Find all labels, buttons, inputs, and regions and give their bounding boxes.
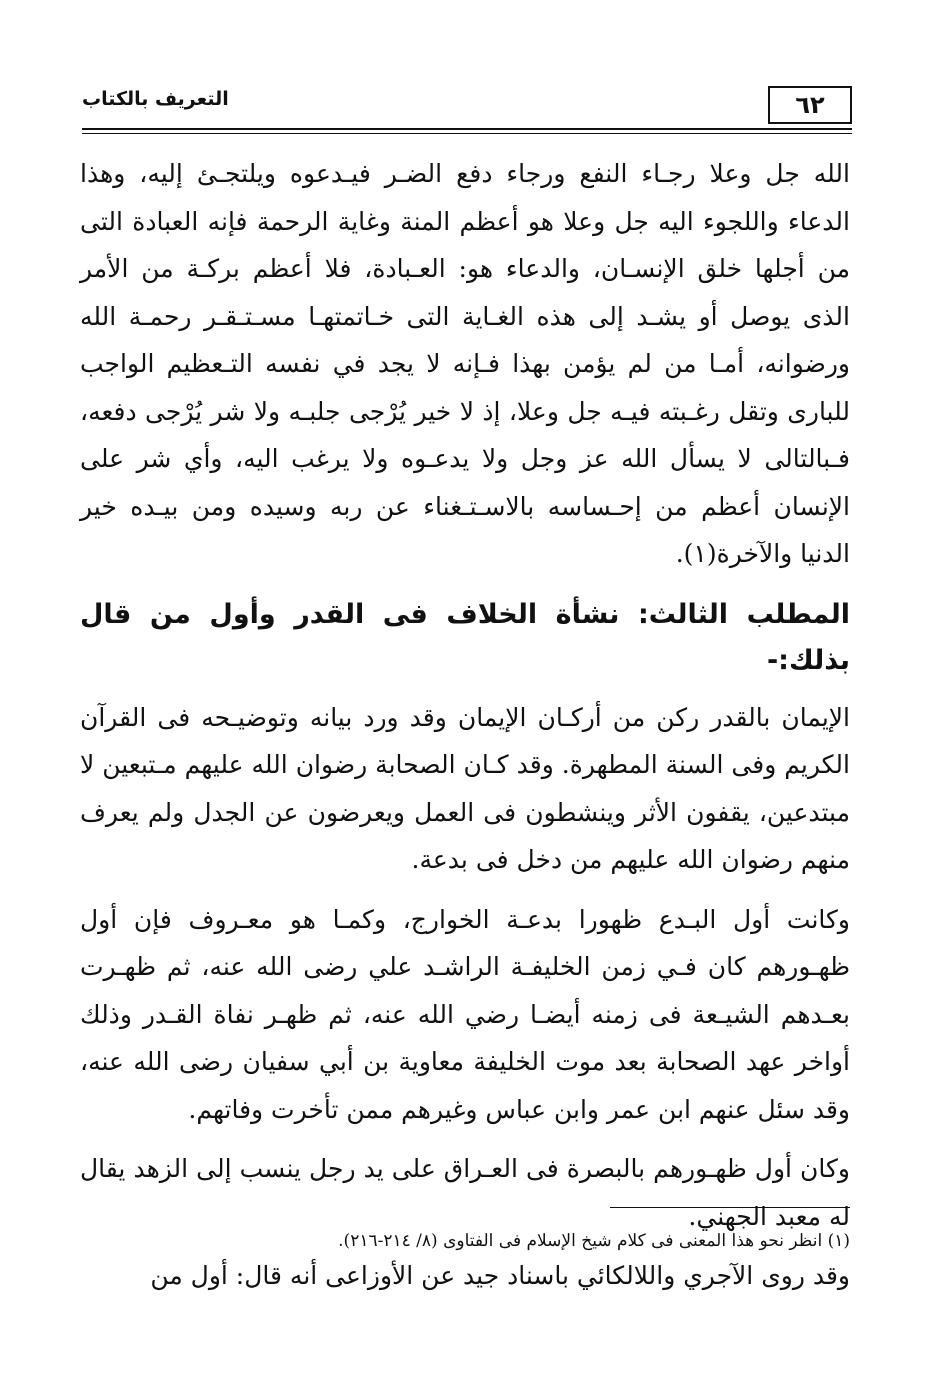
paragraph-5: وقد روى الآجري واللالكائي باسناد جيد عن الأوزاعى أنه قال: أول من (150, 1261, 850, 1290)
paragraph-2: الإيمان بالقدر ركن من أركـان الإيمان وقد ورد بيانه وتوضيـحه فى القرآن الكريم وفى السنة المطهرة. وقد كـان الصحابة رضوان الله عليهم مـتبعين لا مبتدعين، يقفون الأثر وينشطون فى العمل ويعرضون عن الجدل ولم يعرف منهم رضوان الله عليهم من دخل فى بدعة. (80, 702, 850, 874)
page-number: ٦٢ (768, 86, 852, 124)
paragraph-3: وكانت أول البـدع ظهورا بدعـة الخوارج، وكمـا هو معـروف فإن أول ظهـورهم كان فـي زمن الخليفـة الراشـد علي رضى الله عنه، ثم ظهـرت بعـدهم الشيـعة فى زمنه أيضـا رضي الله عنه، ثم ظهـر نفاة القـدر وذلك أواخر عهد الصحابة بعد موت الخليفة معاوية بن أبي سفيان رضى الله عنه، وقد سئل عنهم ابن عمر وابن عباس وغيرهم ممن تأخرت وفاتهم. (80, 904, 850, 1124)
footnote-rule (610, 1207, 850, 1208)
page-header (82, 78, 852, 130)
section-heading: المطلب الثالث: نشأة الخلاف فى القدر وأول من قال بذلك:- (80, 598, 850, 676)
footnote: (١) انظر نحو هذا المعنى فى كلام شيخ الإسلام فى الفتاوى (٨/ ٢١٤-٢١٦). (338, 1231, 850, 1251)
header-rule-thin (82, 133, 852, 134)
main-text (80, 150, 850, 1300)
running-title: التعريف بالكتاب (82, 88, 229, 110)
header-rule (82, 128, 852, 130)
paragraph-4: وكان أول ظهـورهم بالبصرة فى العـراق على يد رجل ينسب إلى الزهد يقال له معبد الجهني. (80, 1154, 850, 1231)
paragraph-1: الله جل وعلا رجـاء النفع ورجاء دفع الضـر فيـدعوه ويلتجـئ إليه، وهذا الدعاء واللجوء اليه جل وعلا هو أعظم المنة وغاية الرحمة فإنه العبادة التى من أجلها خلق الإنسـان، والدعاء هو: العـبادة، فلا أعظم بركـة من الأمر الذى يوصل أو يشـد إلى هذه الغـاية التى خـاتمتهـا مسـتـقـر رحمـة الله ورضوانه، أمـا من لم يؤمن بهذا فـإنه لا يجد في نفسه التـعظيم الواجب للبارى وتقل رغـبته فيـه جل وعلا، إذ لا خير يُرْجى جلبـه ولا شر يُرْجى دفعه، فـبالتالى لا يسأل الله عز وجل ولا يدعـوه ولا يرغب اليه، وأي شر على الإنسان أعظم من إحـساسه بالاسـتـغناء عن ربه وسيده ومن بيـده خير الدنيا والآخرة(١). (80, 159, 850, 568)
